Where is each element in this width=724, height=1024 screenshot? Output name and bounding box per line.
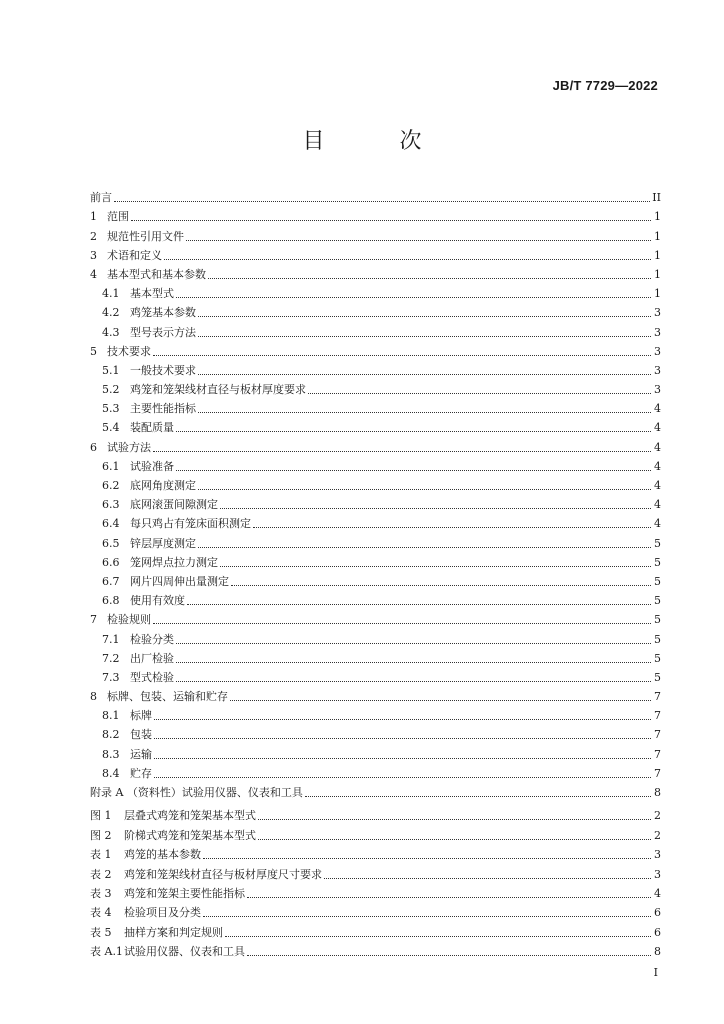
dot-leader <box>154 719 651 720</box>
toc-entry-number: 图 2 <box>90 828 112 842</box>
toc-entry-label: 基本型式和基本参数 <box>107 267 206 281</box>
toc-entry-label: 一般技术要求 <box>130 363 196 377</box>
toc-entry-label: 检验分类 <box>130 632 174 646</box>
toc-entry-number: 5.2 <box>102 383 120 397</box>
toc-entry[interactable] <box>90 570 661 589</box>
toc-entry[interactable] <box>90 647 661 666</box>
toc-entry-page: 5 <box>654 555 661 569</box>
toc-entry-label: 附录 A （资料性）试验用仪器、仪表和工具 <box>90 786 303 799</box>
dot-leader <box>114 201 650 202</box>
toc-entry-page: 2 <box>654 809 661 823</box>
dot-leader <box>154 777 651 778</box>
toc-entry-page: 4 <box>654 498 661 512</box>
toc-entry-label: 网片四周伸出量测定 <box>130 574 229 588</box>
toc-entry-number: 6.5 <box>102 536 120 550</box>
toc-entry[interactable] <box>90 551 661 570</box>
toc-entry-page: 7 <box>654 709 661 723</box>
toc-entry[interactable] <box>90 531 661 550</box>
toc-entry-page: 8 <box>654 786 661 799</box>
toc-entry-page: 6 <box>654 906 661 920</box>
toc-entry-label: 基本型式 <box>130 287 174 301</box>
toc-entry[interactable] <box>90 244 661 263</box>
toc-entry-label: 检验项目及分类 <box>124 906 201 920</box>
dot-leader <box>153 451 651 452</box>
toc-entry-number: 7.1 <box>102 632 120 646</box>
toc-entry-page: 3 <box>654 363 661 377</box>
dot-leader <box>305 796 651 797</box>
dot-leader <box>176 681 651 682</box>
toc-entry-number: 5 <box>90 344 97 358</box>
dot-leader <box>220 508 651 509</box>
toc-entry[interactable] <box>90 397 661 416</box>
toc-entry-label: 型号表示方法 <box>130 325 196 339</box>
toc-entry[interactable] <box>90 320 661 339</box>
toc-entry[interactable] <box>90 762 661 781</box>
toc-entry-number: 7.3 <box>102 670 120 684</box>
toc-entry-label: 前言 <box>90 191 112 205</box>
toc-entry-page: 5 <box>654 536 661 550</box>
toc-entry-page: 4 <box>654 459 661 473</box>
toc-entry-page: 5 <box>654 651 661 665</box>
dot-leader <box>198 412 651 413</box>
toc-entry-page: 3 <box>654 325 661 339</box>
toc-entry[interactable] <box>90 781 661 800</box>
dot-leader <box>198 316 651 317</box>
toc-entry-page: 6 <box>654 925 661 939</box>
toc-entry-label: 出厂检验 <box>130 651 174 665</box>
toc-entry[interactable] <box>90 940 661 959</box>
toc-entry[interactable] <box>90 455 661 474</box>
toc-entry-page: 7 <box>654 728 661 742</box>
toc-entry-number: 8 <box>90 690 97 704</box>
toc-entry-page: 4 <box>654 517 661 531</box>
toc-entry-label: 试验用仪器、仪表和工具 <box>124 945 245 959</box>
dot-leader <box>203 916 651 917</box>
toc-entry[interactable] <box>90 512 661 531</box>
dot-leader <box>131 220 651 221</box>
toc-entry-label: 鸡笼和笼架主要性能指标 <box>124 886 245 900</box>
toc-entry-page: 5 <box>654 670 661 684</box>
toc-entry-page: 3 <box>654 848 661 862</box>
dot-leader <box>187 604 651 605</box>
toc-entry-page: 5 <box>654 613 661 627</box>
dot-leader <box>198 489 651 490</box>
toc-entry-number: 6 <box>90 440 97 454</box>
page-title: 目 次 <box>302 129 456 154</box>
toc-entry-label: 规范性引用文件 <box>107 229 184 243</box>
dot-leader <box>253 527 651 528</box>
table-of-contents <box>90 186 661 800</box>
toc-entry-label: 层叠式鸡笼和笼架基本型式 <box>124 809 256 823</box>
toc-entry-label: 鸡笼和笼架线材直径与板材厚度要求 <box>130 383 306 397</box>
toc-entry-page: 4 <box>654 440 661 454</box>
page-number: I <box>653 966 658 979</box>
toc-entry-page: 5 <box>654 632 661 646</box>
toc-entry-number: 4.2 <box>102 306 120 320</box>
dot-leader <box>230 700 651 701</box>
toc-entry-label: 运输 <box>130 747 152 761</box>
toc-entry[interactable] <box>90 435 661 454</box>
dot-leader <box>258 819 651 820</box>
toc-entry-label: 抽样方案和判定规则 <box>124 925 223 939</box>
toc-entry-number: 表 3 <box>90 886 112 900</box>
dot-leader <box>186 240 651 241</box>
toc-entry-label: 技术要求 <box>107 344 151 358</box>
toc-entry-page: 4 <box>654 402 661 416</box>
toc-entry-number: 图 1 <box>90 809 112 823</box>
toc-entry-label: 鸡笼基本参数 <box>130 306 196 320</box>
toc-entry-label: 贮存 <box>130 766 152 780</box>
toc-entry-number: 8.2 <box>102 728 120 742</box>
toc-entry[interactable] <box>90 823 661 842</box>
dot-leader <box>324 878 651 879</box>
dot-leader <box>154 758 651 759</box>
dot-leader <box>231 585 651 586</box>
toc-entry-number: 7.2 <box>102 651 120 665</box>
dot-leader <box>164 259 651 260</box>
toc-entry[interactable] <box>90 205 661 224</box>
toc-entry-number: 4 <box>90 267 97 281</box>
toc-entry[interactable] <box>90 862 661 881</box>
toc-entry-page: 1 <box>654 248 661 262</box>
dot-leader <box>203 858 651 859</box>
dot-leader <box>176 662 651 663</box>
dot-leader <box>198 336 651 337</box>
toc-entry-label: 主要性能指标 <box>130 402 196 416</box>
toc-entry-page: 7 <box>654 690 661 704</box>
toc-entry-page: 4 <box>654 479 661 492</box>
toc-entry-number: 6.4 <box>102 517 120 531</box>
toc-entry[interactable] <box>90 685 661 704</box>
dot-leader <box>220 566 651 567</box>
toc-entry-number: 表 A.1 <box>90 945 123 959</box>
toc-entry-number: 3 <box>90 248 97 262</box>
toc-entry-label: 锌层厚度测定 <box>130 536 196 550</box>
dot-leader <box>176 470 651 471</box>
toc-entry-page: 1 <box>654 267 661 281</box>
toc-entry-label: 型式检验 <box>130 670 174 684</box>
toc-entry[interactable] <box>90 723 661 742</box>
toc-entry-page: 2 <box>654 828 661 842</box>
toc-entry-number: 8.1 <box>102 709 120 723</box>
toc-entry-page: 5 <box>654 594 661 608</box>
toc-entry-label: 底网滚蛋间隙测定 <box>130 498 218 512</box>
toc-entry-number: 6.8 <box>102 594 120 608</box>
toc-entry[interactable] <box>90 301 661 320</box>
toc-entry-label: 装配质量 <box>130 421 174 435</box>
toc-entry-number: 5.1 <box>102 363 120 377</box>
toc-entry[interactable] <box>90 493 661 512</box>
toc-entry-label: 标牌、包装、运输和贮存 <box>107 690 228 704</box>
toc-entry[interactable] <box>90 843 661 862</box>
dot-leader <box>208 278 651 279</box>
dot-leader <box>247 897 651 898</box>
toc-entry-number: 4.3 <box>102 325 120 339</box>
toc-entry[interactable] <box>90 920 661 939</box>
toc-entry-label: 笼网焊点拉力测定 <box>130 555 218 569</box>
toc-entry[interactable] <box>90 901 661 920</box>
toc-entry-number: 6.2 <box>102 479 120 492</box>
toc-entry[interactable] <box>90 804 661 823</box>
dot-leader <box>154 738 651 739</box>
toc-entry-number: 表 1 <box>90 848 112 862</box>
toc-entry[interactable] <box>90 704 661 723</box>
toc-entry-number: 6.7 <box>102 574 120 588</box>
toc-entry-page: 3 <box>654 344 661 358</box>
toc-entry-page: 7 <box>654 747 661 761</box>
dot-leader <box>198 374 651 375</box>
toc-entry-number: 8.4 <box>102 766 120 780</box>
toc-entry-page: 3 <box>654 867 661 881</box>
toc-entry-page: II <box>652 191 661 205</box>
toc-entry-page: 1 <box>654 210 661 224</box>
dot-leader <box>153 355 651 356</box>
toc-entry[interactable] <box>90 882 661 901</box>
toc-entry-number: 1 <box>90 210 97 224</box>
dot-leader <box>176 431 651 432</box>
toc-entry[interactable] <box>90 666 661 685</box>
toc-entry[interactable] <box>90 359 661 378</box>
toc-entry-label: 包装 <box>130 728 152 742</box>
toc-entry-page: 1 <box>654 229 661 243</box>
dot-leader <box>153 623 651 624</box>
toc-entry-number: 6.6 <box>102 555 120 569</box>
toc-entry-label: 每只鸡占有笼床面积测定 <box>130 517 251 531</box>
toc-entry[interactable] <box>90 589 661 608</box>
toc-entry[interactable] <box>90 608 661 627</box>
toc-entry-page: 1 <box>654 287 661 301</box>
dot-leader <box>198 547 651 548</box>
figures-tables-list <box>90 804 661 959</box>
toc-entry-number: 2 <box>90 229 97 243</box>
toc-entry-page: 7 <box>654 766 661 780</box>
toc-entry-number: 5.4 <box>102 421 120 435</box>
dot-leader <box>176 297 651 298</box>
toc-entry-page: 8 <box>654 945 661 959</box>
toc-entry-label: 使用有效度 <box>130 594 185 608</box>
toc-entry-page: 5 <box>654 574 661 588</box>
dot-leader <box>225 936 651 937</box>
dot-leader <box>308 393 651 394</box>
standard-code: JB/T 7729—2022 <box>552 78 658 93</box>
dot-leader <box>247 955 651 956</box>
toc-entry-label: 鸡笼和笼架线材直径与板材厚度尺寸要求 <box>124 867 322 881</box>
toc-entry-number: 4.1 <box>102 287 120 301</box>
toc-entry-label: 检验规则 <box>107 613 151 627</box>
toc-entry[interactable] <box>90 627 661 646</box>
toc-entry-label: 底网角度测定 <box>130 479 196 492</box>
toc-entry-number: 8.3 <box>102 747 120 761</box>
toc-entry-number: 6.3 <box>102 498 120 512</box>
toc-entry-page: 4 <box>654 886 661 900</box>
toc-entry-number: 6.1 <box>102 459 120 473</box>
dot-leader <box>258 839 651 840</box>
toc-entry-label: 术语和定义 <box>107 248 162 262</box>
toc-entry[interactable] <box>90 742 661 761</box>
toc-entry-page: 3 <box>654 306 661 320</box>
toc-entry-page: 4 <box>654 421 661 435</box>
toc-entry-label: 范围 <box>107 210 129 224</box>
toc-entry[interactable] <box>90 474 661 493</box>
toc-entry-label: 试验准备 <box>130 459 174 473</box>
dot-leader <box>176 643 651 644</box>
toc-entry[interactable] <box>90 263 661 282</box>
toc-entry[interactable] <box>90 378 661 397</box>
toc-entry[interactable] <box>90 224 661 243</box>
toc-entry-number: 5.3 <box>102 402 120 416</box>
toc-entry-number: 表 2 <box>90 867 112 881</box>
toc-entry-number: 表 5 <box>90 925 112 939</box>
toc-entry[interactable] <box>90 282 661 301</box>
toc-entry-label: 标牌 <box>130 709 152 723</box>
toc-entry-number: 7 <box>90 613 97 627</box>
toc-entry-label: 阶梯式鸡笼和笼架基本型式 <box>124 828 256 842</box>
toc-entry-page: 3 <box>654 383 661 397</box>
toc-entry[interactable] <box>90 416 661 435</box>
toc-entry-number: 表 4 <box>90 906 112 920</box>
toc-entry-label: 试验方法 <box>107 440 151 454</box>
toc-entry[interactable] <box>90 186 661 205</box>
toc-entry[interactable] <box>90 340 661 359</box>
toc-entry-label: 鸡笼的基本参数 <box>124 848 201 862</box>
